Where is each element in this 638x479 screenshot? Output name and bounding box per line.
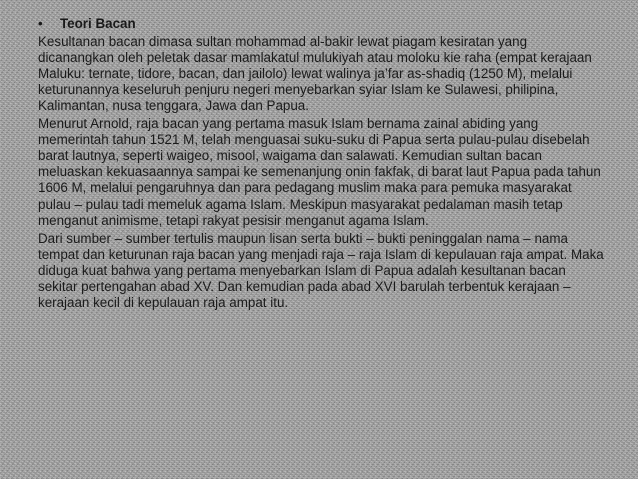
bullet-icon: • (38, 16, 43, 31)
slide-content (38, 16, 604, 313)
heading-row (38, 16, 604, 32)
paragraph-1: Kesultanan bacan dimasa sultan mohammad al-bakir lewat piagam kesiratan yang dicanangkan oleh peletak dasar mamlakatul mulukiyah atau moloku kie raha (empat kerajaan Maluku: ternate, tidore, bacan, dan jailolo) lewat walinya ja’far as-shadiq (1250 M), melalui keturunannya keseluruh penjuru negeri menyebarkan syiar Islam ke Sulawesi, philipina, Kalimantan, nusa tenggara, Jawa dan Papua. (38, 34, 592, 114)
paragraph-2: Menurut Arnold, raja bacan yang pertama masuk Islam bernama zainal abiding yang memerintah tahun 1521 M, telah menguasai suku-suku di Papua serta pulau-pulau disebelah barat lautnya, seperti waigeo, misool, waigama dan salawati. Kemudian sultan bacan meluaskan kekuasaannya sampai ke semenanjung onin fakfak, di barat laut Papua pada tahun 1606 M, melalui pengaruhnya dan para pedagang muslim maka para pemuka masyarakat pulau – pulau tadi memeluk agama Islam. Meskipun masyarakat pedalaman masih tetap menganut animisme, tetapi rakyat pesisir menganut agama Islam. (38, 116, 601, 228)
paragraph-3: Dari sumber – sumber tertulis maupun lisan serta bukti – bukti peninggalan nama – nama tempat dan keturunan raja bacan yang menjadi raja – raja Islam di kepulauan raja ampat. Maka diduga kuat bahwa yang pertama menyebarkan Islam di Papua adalah kesultanan bacan sekitar pertengahan abad XV. Dan kemudian pada abad XVI barulah terbentuk kerajaan – kerajaan kecil di kepulauan raja ampat itu. (38, 230, 604, 310)
heading-teori-bacan: Teori Bacan (60, 16, 136, 31)
